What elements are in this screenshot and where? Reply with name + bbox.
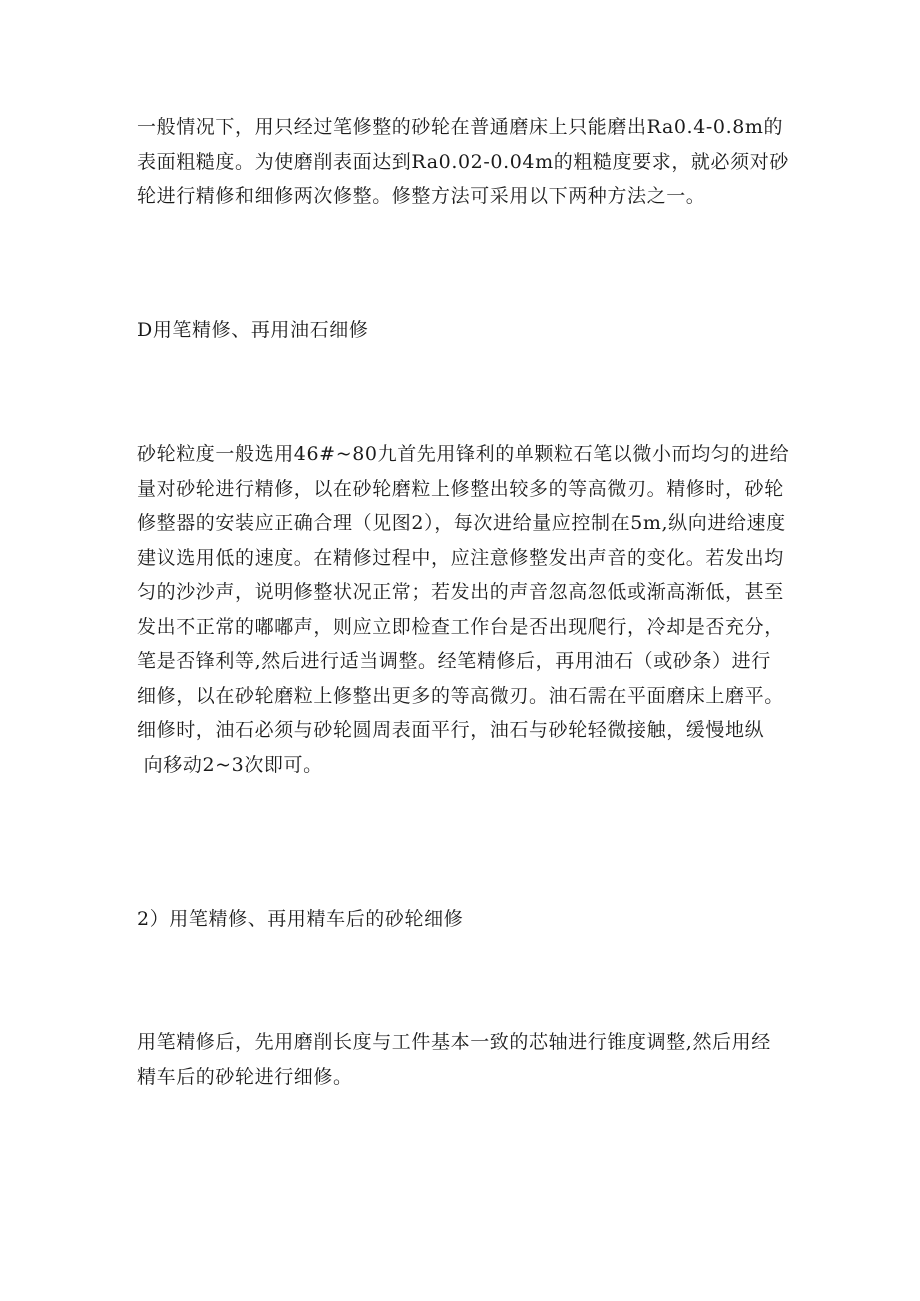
text-line: 砂轮粒度一般选用46#~80九首先用锋利的单颗粒石笔以微小而均匀的进给	[137, 443, 790, 465]
text-line: 表面粗糙度。为使磨削表面达到Ra0.02-0.04m的粗糙度要求，就必须对砂	[137, 150, 789, 173]
paragraph-intro	[137, 110, 797, 214]
section-heading-2: 2）用笔精修、再用精车后的砂轮细修	[137, 908, 464, 930]
text-line: 精车后的砂轮进行细修。	[137, 1065, 353, 1088]
text-line: 一般情况下，用只经过笔修整的砂轮在普通磨床上只能磨出Ra0.4-0.8m的	[137, 116, 784, 138]
text-line: 建议选用低的速度。在精修过程中，应注意修整发出声音的变化。若发出均	[137, 546, 784, 569]
text-line: 量对砂轮进行精修，以在砂轮磨粒上修整出较多的等高微刃。精修时，砂轮	[137, 477, 784, 500]
text-line: 发出不正常的嘟嘟声，则应立即检查工作台是否出现爬行，冷却是否充分，	[137, 615, 784, 638]
text-line: 轮进行精修和细修两次修整。修整方法可采用以下两种方法之一。	[137, 185, 706, 207]
text-line: 笔是否锋利等,然后进行适当调整。经笔精修后，再用油石（或砂条）进行	[137, 650, 771, 672]
text-line: 细修时，油石必须与砂轮圆周表面平行，油石与砂轮轻微接触，缓慢地纵	[137, 719, 765, 741]
text-line: 修整器的安装应正确合理（见图2），每次进给量应控制在5m,纵向进给速度	[137, 512, 786, 534]
text-line: 细修，以在砂轮磨粒上修整出更多的等高微刃。油石需在平面磨床上磨平。	[137, 684, 784, 707]
section-heading-1: D用笔精修、再用油石细修	[137, 319, 369, 341]
paragraph-method-1	[137, 437, 797, 782]
paragraph-method-2	[137, 1025, 797, 1094]
text-line: 向移动2~3次即可。	[137, 753, 323, 776]
text-line: 匀的沙沙声，说明修整状况正常；若发出的声音忽高忽低或渐高渐低，甚至	[137, 581, 784, 603]
text-line: 用笔精修后，先用磨削长度与工件基本一致的芯轴进行锥度调整,然后用经	[137, 1031, 771, 1053]
